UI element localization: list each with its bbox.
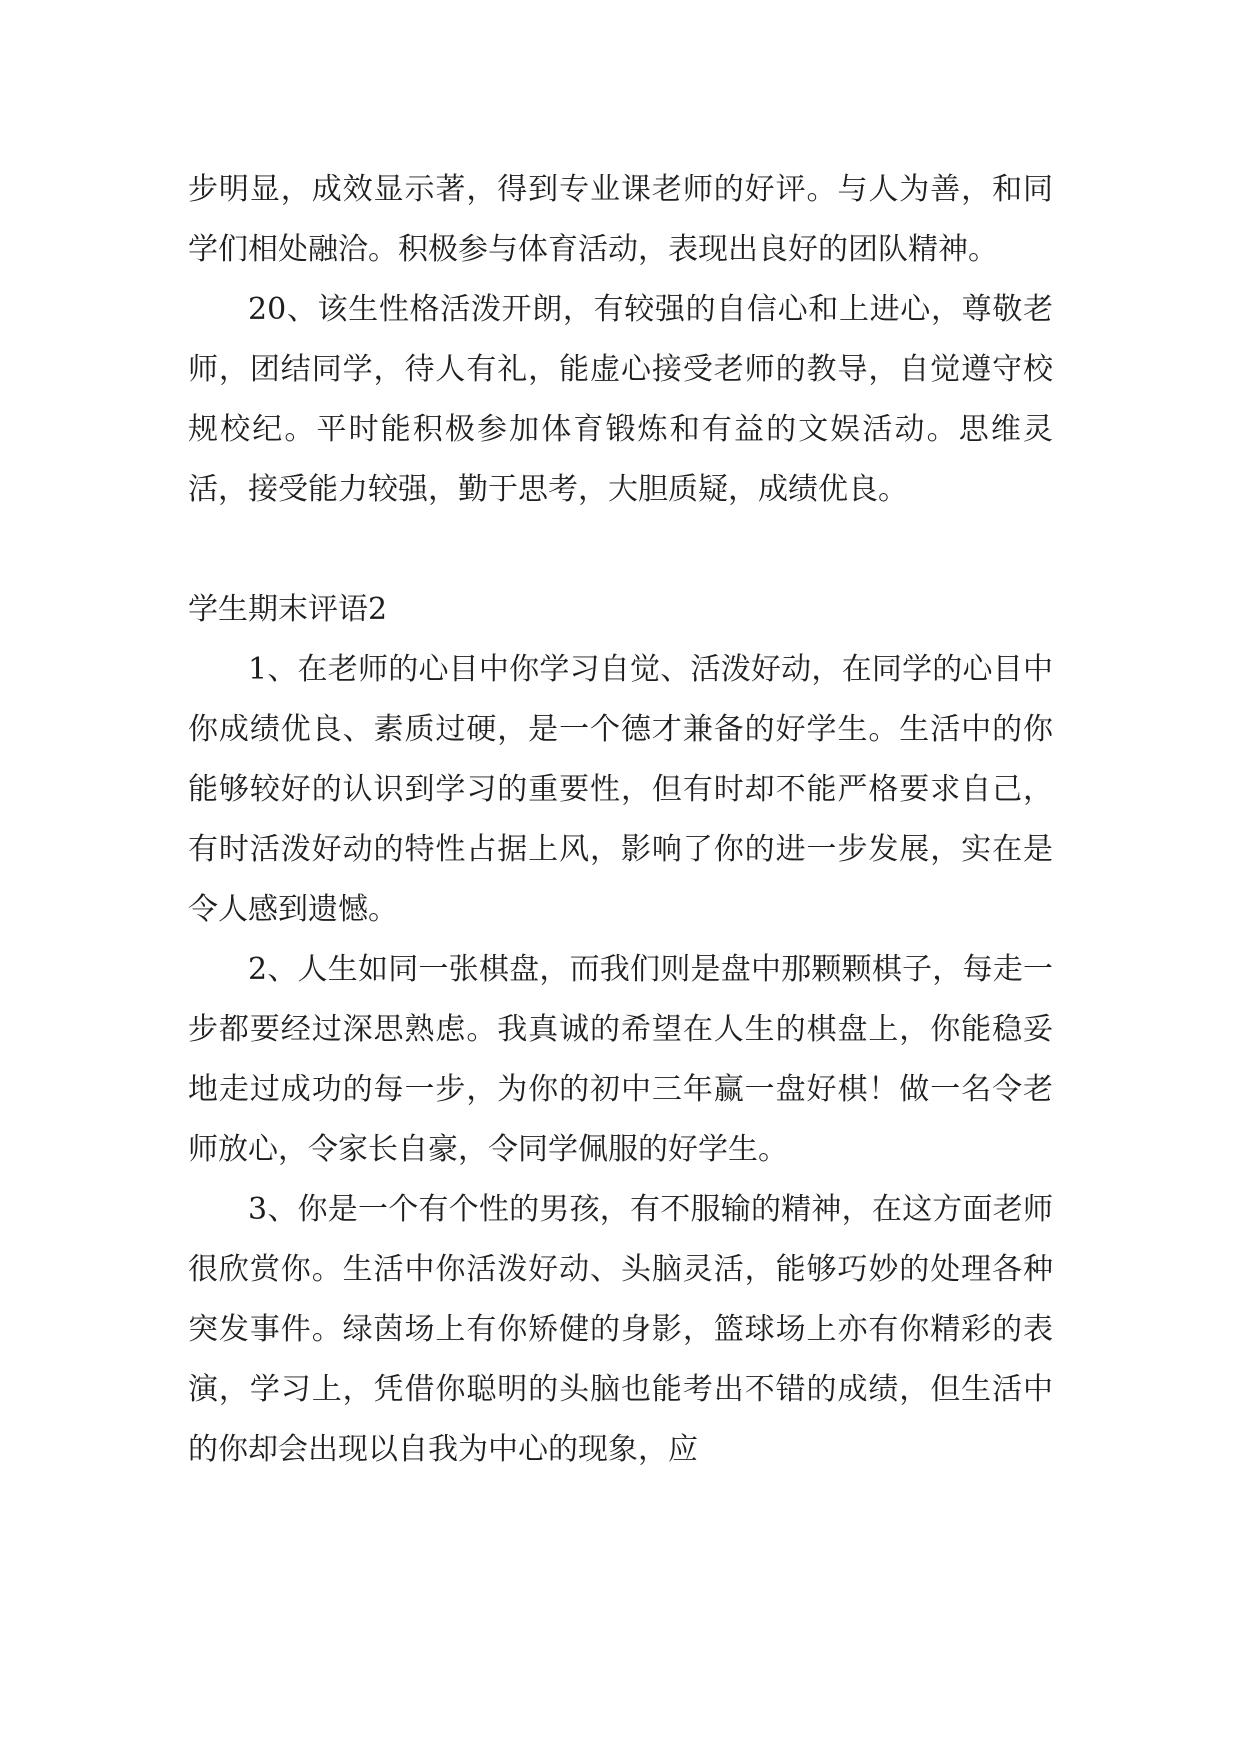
paragraph-item-2: 2、人生如同一张棋盘，而我们则是盘中那颗颗棋子，每走一步都要经过深思熟虑。我真诚的希望在人生的棋盘上，你能稳妥地走过成功的每一步，为你的初中三年赢一盘好棋！做一名令老师放心，令家长自豪，令同学佩服的好学生。: [188, 952, 1053, 1167]
paragraph-item-1: 1、在老师的心目中你学习自觉、活泼好动，在同学的心目中你成绩优良、素质过硬，是一个德才兼备的好学生。生活中的你能够较好的认识到学习的重要性，但有时却不能严格要求自己，有时活泼好动的特性占据上风，影响了你的进一步发展，实在是令人感到遗憾。: [188, 652, 1053, 927]
section-heading: 学生期末评语2: [188, 592, 388, 627]
paragraph-continued: 步明显，成效显示著，得到专业课老师的好评。与人为善，和同学们相处融洽。积极参与体育活动，表现出良好的团队精神。: [188, 172, 1053, 267]
paragraph-item-20: 20、该生性格活泼开朗，有较强的自信心和上进心，尊敬老师，团结同学，待人有礼，能虚心接受老师的教导，自觉遵守校规校纪。平时能积极参加体育锻炼和有益的文娱活动。思维灵活，接受能力较强，勤于思考，大胆质疑，成绩优良。: [188, 292, 1053, 507]
paragraph-item-3: 3、你是一个有个性的男孩，有不服输的精神，在这方面老师很欣赏你。生活中你活泼好动、头脑灵活，能够巧妙的处理各种突发事件。绿茵场上有你矫健的身影，篮球场上亦有你精彩的表演，学习上，凭借你聪明的头脑也能考出不错的成绩，但生活中的你却会出现以自我为中心的现象，应: [188, 1192, 1053, 1467]
document-body: [188, 160, 1053, 1480]
